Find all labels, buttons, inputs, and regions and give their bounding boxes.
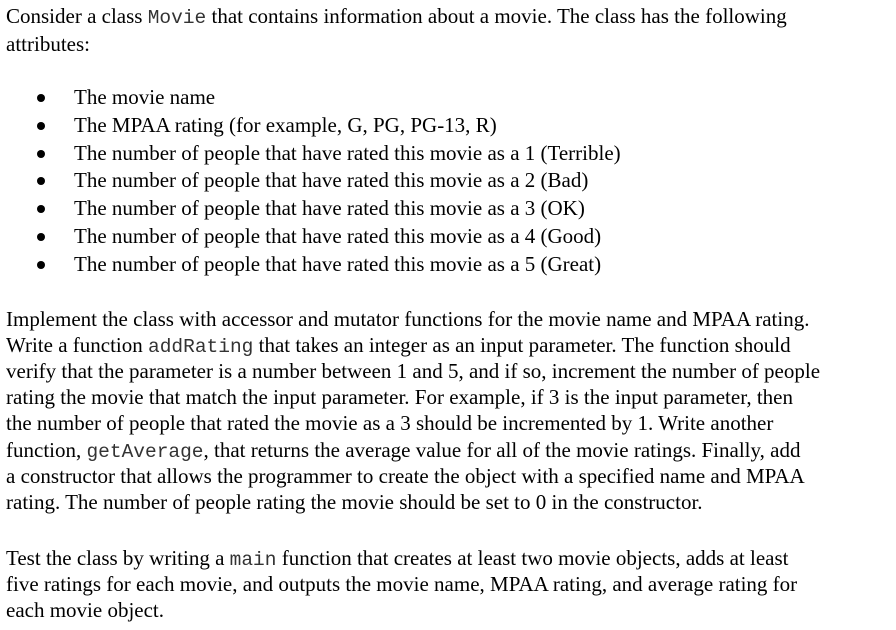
list-item: The number of people that have rated this movie as a 1 (Terrible) bbox=[74, 141, 621, 165]
main-code: main bbox=[229, 549, 277, 571]
intro-line-1 bbox=[6, 3, 787, 32]
bullet-icon bbox=[37, 122, 45, 130]
list-item: The number of people that have rated this movie as a 2 (Bad) bbox=[74, 168, 589, 192]
paragraph-line bbox=[6, 437, 800, 466]
bullet-icon bbox=[37, 233, 45, 241]
list-item: The number of people that have rated this movie as a 3 (OK) bbox=[74, 196, 585, 220]
paragraph-line: each movie object. bbox=[6, 598, 165, 622]
paragraph-text: , that returns the average value for all of the movie ratings. Finally, add bbox=[203, 438, 801, 462]
intro-text: Consider a class bbox=[6, 4, 148, 28]
paragraph-line: the number of people that rated the movie as a 3 should be incremented by 1. Write another bbox=[6, 411, 774, 435]
bullet-icon bbox=[37, 150, 45, 158]
paragraph-text: that takes an integer as an input parameter. The function should bbox=[253, 333, 791, 357]
list-item: The MPAA rating (for example, G, PG, PG-13, R) bbox=[74, 113, 497, 137]
paragraph-line: five ratings for each movie, and outputs the movie name, MPAA rating, and average rating for bbox=[6, 572, 798, 596]
paragraph-text: Write a function bbox=[6, 333, 149, 357]
intro-text: that contains information about a movie. The class has the following bbox=[206, 4, 787, 28]
paragraph-line: rating the movie that match the input parameter. For example, if 3 is the input parameter, then bbox=[6, 385, 793, 409]
get-average-code: getAverage bbox=[86, 441, 204, 463]
paragraph-text: Test the class by writing a bbox=[6, 546, 230, 570]
paragraph-line: a constructor that allows the programmer to create the object with a specified name and MPAA bbox=[6, 464, 805, 488]
paragraph-line bbox=[6, 332, 791, 361]
bullet-icon bbox=[37, 261, 45, 269]
paragraph-line: verify that the parameter is a number between 1 and 5, and if so, increment the number of people bbox=[6, 359, 821, 383]
bullet-icon bbox=[37, 205, 45, 213]
bullet-icon bbox=[37, 177, 45, 185]
list-item: The movie name bbox=[74, 85, 216, 109]
paragraph-line bbox=[6, 545, 788, 574]
class-name-code: Movie bbox=[147, 7, 207, 29]
list-item: The number of people that have rated this movie as a 4 (Good) bbox=[74, 224, 602, 248]
intro-line-2: attributes: bbox=[6, 32, 90, 56]
paragraph-text: function that creates at least two movie objects, adds at least bbox=[276, 546, 789, 570]
list-item: The number of people that have rated this movie as a 5 (Great) bbox=[74, 252, 602, 276]
paragraph-line: Implement the class with accessor and mutator functions for the movie name and MPAA rating. bbox=[6, 307, 810, 331]
paragraph-line: rating. The number of people rating the movie should be set to 0 in the constructor. bbox=[6, 490, 703, 514]
paragraph-text: function, bbox=[6, 438, 87, 462]
bullet-icon bbox=[37, 94, 45, 102]
add-rating-code: addRating bbox=[148, 336, 254, 358]
